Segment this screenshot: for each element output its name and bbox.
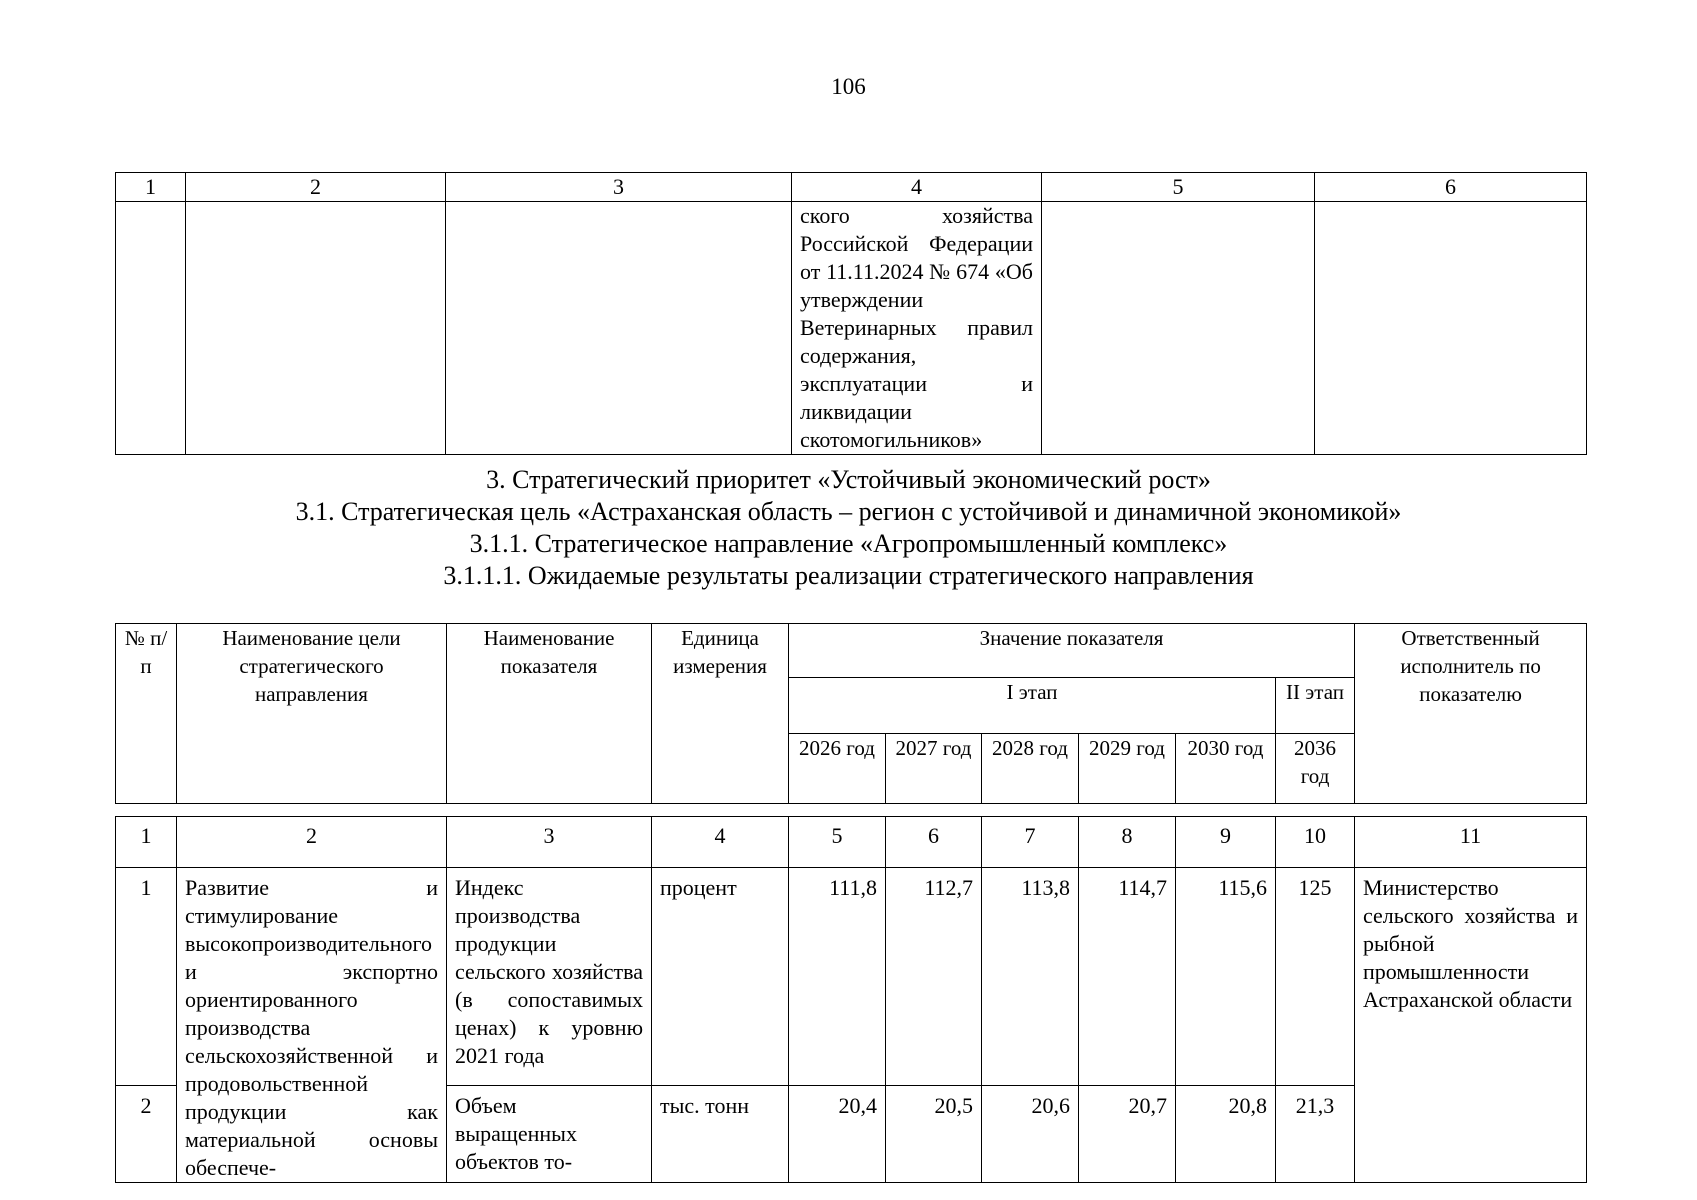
header-stage-1: I этап bbox=[789, 678, 1276, 734]
table-header-row bbox=[116, 173, 1587, 202]
table-row bbox=[116, 202, 1587, 455]
column-number: 3 bbox=[447, 817, 652, 868]
unit-cell: процент bbox=[652, 868, 789, 1086]
table-cell bbox=[1315, 202, 1587, 455]
direction-heading: 3.1.1. Стратегическое направление «Агропромышленный комплекс» bbox=[469, 529, 1228, 558]
goal-heading: 3.1. Стратегическая цель «Астраханская область – регион с устойчивой и динамичной экономикой» bbox=[295, 497, 1402, 526]
header-indicator-name: Наименование показателя bbox=[447, 624, 652, 804]
header-stage-2: II этап bbox=[1276, 678, 1355, 734]
value-cell: 20,7 bbox=[1079, 1085, 1176, 1183]
responsible-cell: Министерство сельского хозяйства и рыбной промышленности Астраханской области bbox=[1355, 868, 1587, 1183]
header-year: 2026 год bbox=[789, 734, 886, 804]
header-year: 2027 год bbox=[886, 734, 982, 804]
column-number: 6 bbox=[886, 817, 982, 868]
value-cell: 125 bbox=[1276, 868, 1355, 1086]
column-numbers-row bbox=[116, 817, 1587, 868]
column-number: 1 bbox=[116, 173, 186, 202]
indicator-cell: Индекс производства продукции сельского хозяйства (в сопоставимых ценах) к уровню 2021 года bbox=[447, 868, 652, 1086]
header-year: 2030 год bbox=[1176, 734, 1276, 804]
header-year: 2029 год bbox=[1079, 734, 1176, 804]
goal-cell: Развитие и стимулирование высокопроизводительного и экспортно ориентированного производства сельскохозяйственной и продовольственной продукции как материальной основы обеспече- bbox=[177, 868, 447, 1183]
continuation-table bbox=[115, 172, 1587, 455]
column-number: 5 bbox=[1042, 173, 1315, 202]
value-cell: 115,6 bbox=[1176, 868, 1276, 1086]
column-number: 3 bbox=[446, 173, 792, 202]
column-number: 8 bbox=[1079, 817, 1176, 868]
indicators-header-table bbox=[115, 623, 1587, 804]
legal-reference-cell: ского хозяйства Российской Федерации от 11.11.2024 № 674 «Об утверждении Ветеринарных правил содержания, эксплуатации и ликвидации скотомогильников» bbox=[792, 202, 1042, 455]
priority-heading: 3. Стратегический приоритет «Устойчивый экономический рост» bbox=[486, 465, 1211, 494]
header-value-group: Значение показателя bbox=[789, 624, 1355, 678]
row-number: 2 bbox=[116, 1085, 177, 1183]
table-cell bbox=[1042, 202, 1315, 455]
value-cell: 20,8 bbox=[1176, 1085, 1276, 1183]
column-number: 7 bbox=[982, 817, 1079, 868]
value-cell: 20,5 bbox=[886, 1085, 982, 1183]
column-number: 10 bbox=[1276, 817, 1355, 868]
value-cell: 20,6 bbox=[982, 1085, 1079, 1183]
unit-cell: тыс. тонн bbox=[652, 1085, 789, 1183]
indicators-table bbox=[115, 816, 1587, 1183]
table-cell bbox=[446, 202, 792, 455]
header-year: 2028 год bbox=[982, 734, 1079, 804]
page-number: 106 bbox=[831, 74, 866, 99]
column-number: 2 bbox=[186, 173, 446, 202]
table-cell bbox=[186, 202, 446, 455]
header-num: № п/п bbox=[116, 624, 177, 804]
header-responsible: Ответственный исполнитель по показателю bbox=[1355, 624, 1587, 804]
value-cell: 112,7 bbox=[886, 868, 982, 1086]
section-headings bbox=[0, 464, 1697, 592]
table-cell bbox=[116, 202, 186, 455]
header-unit: Единица измерения bbox=[652, 624, 789, 804]
column-number: 11 bbox=[1355, 817, 1587, 868]
header-goal-name: Наименование цели стратегического направления bbox=[177, 624, 447, 804]
value-cell: 21,3 bbox=[1276, 1085, 1355, 1183]
value-cell: 113,8 bbox=[982, 868, 1079, 1086]
column-number: 2 bbox=[177, 817, 447, 868]
column-number: 1 bbox=[116, 817, 177, 868]
table-row bbox=[116, 868, 1587, 1086]
column-number: 9 bbox=[1176, 817, 1276, 868]
column-number: 5 bbox=[789, 817, 886, 868]
value-cell: 114,7 bbox=[1079, 868, 1176, 1086]
value-cell: 111,8 bbox=[789, 868, 886, 1086]
indicator-cell: Объем выращенных объектов то- bbox=[447, 1085, 652, 1183]
column-number: 4 bbox=[652, 817, 789, 868]
header-year: 2036 год bbox=[1276, 734, 1355, 804]
results-heading: 3.1.1.1. Ожидаемые результаты реализации стратегического направления bbox=[443, 561, 1254, 590]
column-number: 6 bbox=[1315, 173, 1587, 202]
column-number: 4 bbox=[792, 173, 1042, 202]
row-number: 1 bbox=[116, 868, 177, 1086]
value-cell: 20,4 bbox=[789, 1085, 886, 1183]
